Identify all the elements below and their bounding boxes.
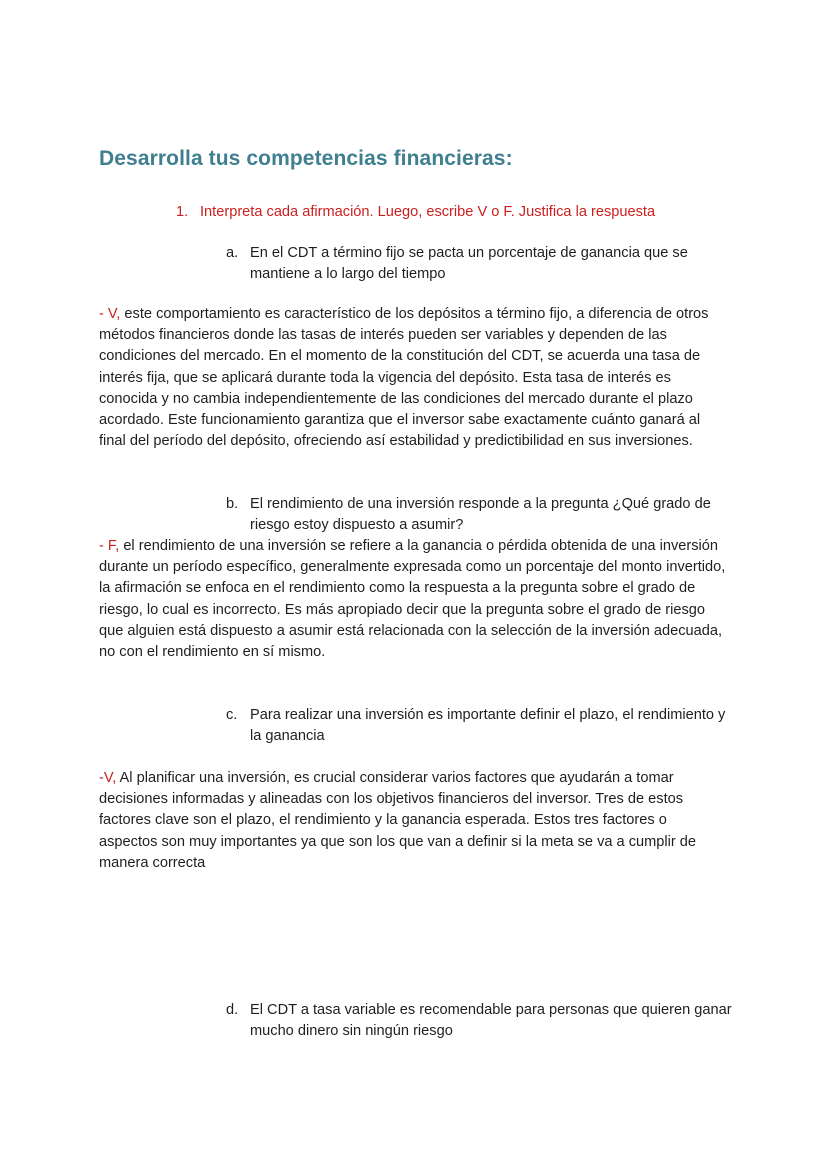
- question-text: Para realizar una inversión es importante definir el plazo, el rendimiento y la ganancia: [250, 707, 726, 744]
- page-title: Desarrolla tus competencias financieras:: [99, 147, 513, 170]
- question-c: [226, 705, 736, 747]
- answer-b: [99, 536, 729, 663]
- question-letter: b.: [226, 496, 239, 512]
- answer-verdict: - V,: [99, 306, 121, 322]
- answer-c: [99, 768, 729, 874]
- question-letter: d.: [226, 1002, 239, 1018]
- instruction-item: [176, 204, 655, 220]
- question-text: En el CDT a término fijo se pacta un porcentaje de ganancia que se mantiene a lo largo del tiempo: [250, 245, 688, 282]
- question-a: [226, 243, 736, 285]
- answer-verdict: - F,: [99, 538, 120, 554]
- answer-verdict: -V,: [99, 770, 117, 786]
- question-text: El CDT a tasa variable es recomendable para personas que quieren ganar mucho dinero sin ningún riesgo: [250, 1002, 732, 1039]
- answer-text: este comportamiento es característico de los depósitos a término fijo, a diferencia de otros métodos financieros donde las tasas de interés pueden ser variables y dependen de las condiciones del mercado. En el momento de la constitución del CDT, se acuerda una tasa de interés fija, que se aplicará durante toda la vigencia del depósito. Esta tasa de interés es conocida y no cambia independientemente de las condiciones del mercado durante el plazo acordado. Este funcionamiento garantiza que el inversor sabe exactamente cuánto ganará al final del período del depósito, ofreciendo así estabilidad y predictibilidad en sus inversiones.: [99, 306, 709, 450]
- question-letter: c.: [226, 707, 238, 723]
- question-d: [226, 1000, 736, 1042]
- answer-text: el rendimiento de una inversión se refiere a la ganancia o pérdida obtenida de una inversión durante un período específico, generalmente expresada como un porcentaje del monto invertido, la afirmación se enfoca en el rendimiento como la respuesta a la pregunta sobre el grado de riesgo, lo cual es incorrecto. Es más apropiado decir que la pregunta sobre el grado de riesgo que alguien está dispuesto a asumir está relacionada con la selección de la inversión adecuada, no con el rendimiento en sí mismo.: [99, 538, 726, 661]
- answer-text: Al planificar una inversión, es crucial considerar varios factores que ayudarán a tomar decisiones informadas y alineadas con los objetivos financieros del inversor. Tres de estos factores clave son el plazo, el rendimiento y la ganancia esperada. Estos tres factores o aspectos son muy importantes ya que son los que van a definir si la meta se va a cumplir de manera correcta: [99, 770, 697, 871]
- question-b: [226, 494, 736, 536]
- answer-a: [99, 304, 729, 452]
- question-text: El rendimiento de una inversión responde a la pregunta ¿Qué grado de riesgo estoy dispuesto a asumir?: [250, 496, 711, 533]
- instruction-number: 1.: [176, 204, 189, 220]
- instruction-text: Interpreta cada afirmación. Luego, escribe V o F. Justifica la respuesta: [200, 204, 656, 220]
- question-letter: a.: [226, 245, 239, 261]
